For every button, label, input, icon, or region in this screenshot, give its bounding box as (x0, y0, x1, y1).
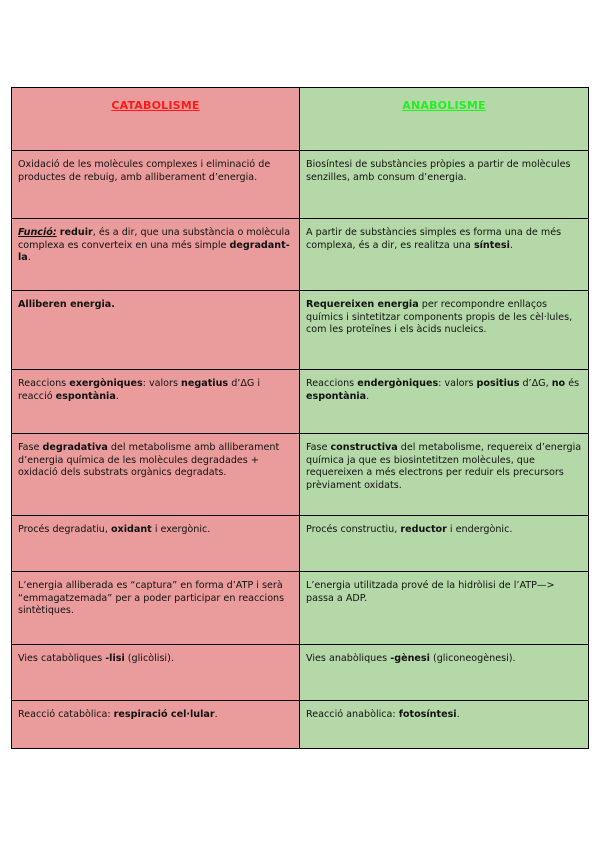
catabolism-cell: Vies catabòliques -lisi (glicòlisi). (12, 645, 300, 701)
table-row (12, 645, 589, 701)
anabolism-cell: Procés constructiu, reductor i endergònic. (300, 516, 589, 572)
table-row (12, 572, 589, 645)
table-row (12, 701, 589, 749)
table-row (12, 291, 589, 370)
anabolism-cell: Requereixen energia per recompondre enllaços químics i sintetitzar components propis de les cèl·lules, com les proteïnes i els àcids nucleics. (300, 291, 589, 370)
catabolism-cell: Fase degradativa del metabolisme amb alliberament d’energia química de les molècules degradades + oxidació dels substrats orgànics degradats. (12, 434, 300, 516)
anabolism-cell: A partir de substàncies simples es forma una de més complexa, és a dir, es realitza una síntesi. (300, 219, 589, 291)
catabolisme-header (12, 88, 300, 151)
catabolisme-title: CATABOLISME (111, 99, 200, 112)
catabolism-cell: Reacció catabòlica: respiració cel·lular. (12, 701, 300, 749)
table-row (12, 516, 589, 572)
catabolism-cell: Reaccions exergòniques: valors negatius d’ΔG i reacció espontània. (12, 370, 300, 434)
table-row (12, 434, 589, 516)
catabolism-cell: Procés degradatiu, oxidant i exergònic. (12, 516, 300, 572)
anabolism-cell: Reaccions endergòniques: valors positius d’ΔG, no és espontània. (300, 370, 589, 434)
header-row (12, 88, 589, 151)
catabolism-cell: Funció: reduir, és a dir, que una substància o molècula complexa es converteix en una més simple degradant-la. (12, 219, 300, 291)
comparison-table (11, 87, 589, 749)
catabolism-cell: Alliberen energia. (12, 291, 300, 370)
catabolism-cell: L’energia alliberada es “captura” en forma d’ATP i serà “emmagatzemada” per a poder participar en reaccions sintètiques. (12, 572, 300, 645)
anabolism-cell: L’energia utilitzada prové de la hidròlisi de l’ATP—> passa a ADP. (300, 572, 589, 645)
anabolisme-header (300, 88, 589, 151)
table-row (12, 219, 589, 291)
anabolisme-title: ANABOLISME (402, 99, 486, 112)
table-row (12, 151, 589, 219)
anabolism-cell: Fase constructiva del metabolisme, requereix d’energia química ja que es biosintetitzen molècules, que requereixen a més electrons per reduir els precursors prèviament oxidats. (300, 434, 589, 516)
anabolism-cell: Vies anabòliques -gènesi (gliconeogènesi). (300, 645, 589, 701)
catabolism-cell: Oxidació de les molècules complexes i eliminació de productes de rebuig, amb alliberament d’energia. (12, 151, 300, 219)
anabolism-cell: Biosíntesi de substàncies pròpies a partir de molècules senzilles, amb consum d’energia. (300, 151, 589, 219)
anabolism-cell: Reacció anabòlica: fotosíntesi. (300, 701, 589, 749)
table-row (12, 370, 589, 434)
